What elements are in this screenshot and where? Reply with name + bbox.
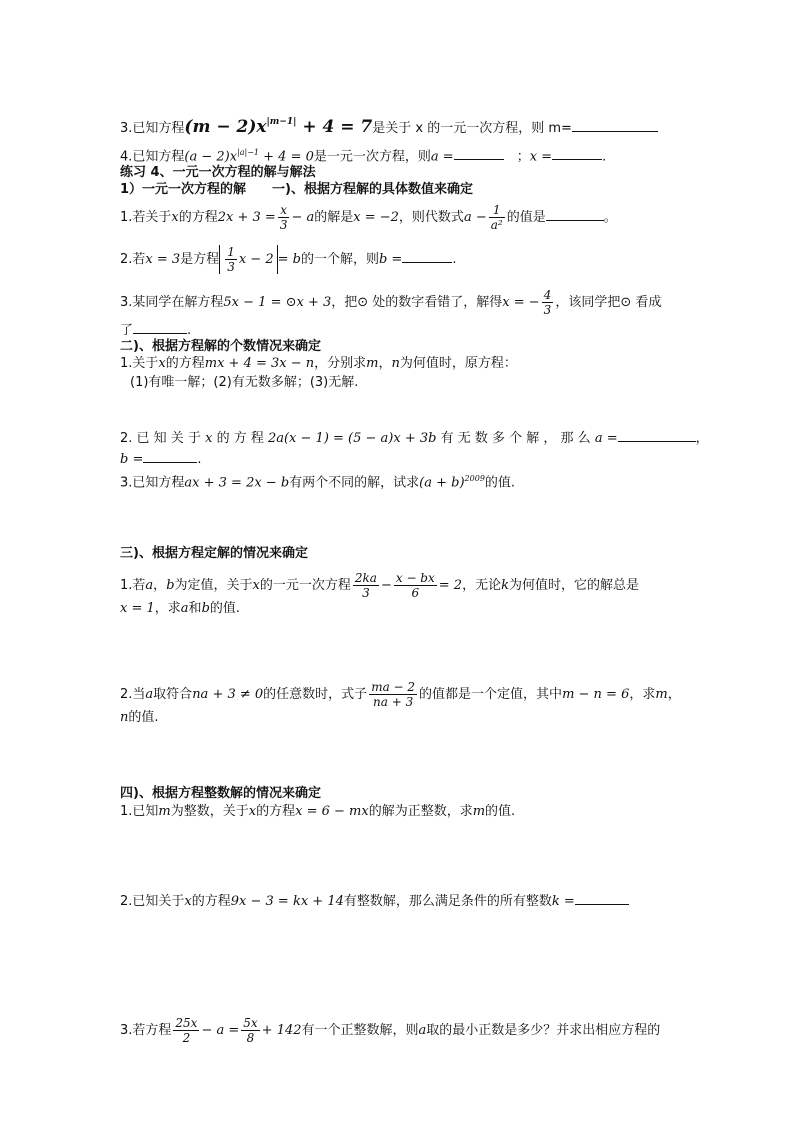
answer-blank[interactable] (572, 118, 658, 132)
question-3-cont: 了 . (120, 320, 191, 341)
s2-question-3: 3.已知方程ax + 3 = 2x − b有两个不同的解，试求$(a + b)^{2009}$的值. (120, 474, 516, 491)
answer-blank[interactable] (133, 320, 187, 334)
answer-blank[interactable] (575, 891, 629, 905)
s3-question-1: 1.若a，b为定值，关于x的一元一次方程 $\frac{2ka}{3}$ − $\frac{x - bx}{6}$ = 2，无论k为何值时，它的解总是 (120, 571, 639, 600)
fraction: $\frac{x}{3}$ (279, 203, 288, 232)
s3-question-2: 2.当a取符合na + 3 ≠ 0的任意数时，式子 $\frac{ma - 2}{na + 3}$ 的值都是一个定值，其中m − n = 6，求m， (120, 680, 681, 709)
s4-question-1: 1.已知m为整数，关于x的方程x = 6 − mx的解为正整数，求m的值. (120, 804, 516, 819)
section-heading: 三)、根据方程定解的情况来确定 (120, 546, 308, 561)
answer-blank-x[interactable] (552, 146, 602, 160)
equation: $(m - 2)x^{|m-1|} + 4 = 7$ (184, 117, 373, 137)
s3-question-1-cont: x = 1，求a和b的值. (120, 601, 241, 616)
question-2: 2.若x = 3是方程 $\frac{1}{3}$ x − 2 = b的一个解，则b = . (120, 245, 457, 274)
s4-question-3: 3.若方程 $\frac{25x}{2}$ − a = $\frac{5x}{8}$ + 142有一个正整数解，则a取的最小正数是多少？并求出相应方程的 (120, 1016, 661, 1045)
answer-blank-b[interactable] (143, 449, 197, 463)
text: 3.已知方程 (120, 121, 185, 136)
answer-blank-a[interactable] (618, 428, 696, 442)
section-heading: 四)、根据方程整数解的情况来确定 (120, 786, 321, 801)
s3-question-2-cont: n的值. (120, 710, 159, 725)
subsection-heading: 1）一元一次方程的解 一)、根据方程解的具体数值来确定 (120, 182, 473, 197)
answer-blank-a[interactable] (454, 146, 504, 160)
s2-question-1-parts: (1)有唯一解；(2)有无数多解；(3)无解. (130, 375, 359, 390)
s2-question-1: 1.关于x的方程mx + 4 = 3x − n，分别求m，n为何值时，原方程： (120, 356, 517, 371)
text: 是关于 x 的一元一次方程，则 m= (372, 121, 572, 136)
section-heading: 二)、根据方程解的个数情况来确定 (120, 339, 321, 354)
question-p1 (120, 112, 658, 139)
s2-question-2-cont: b = . (120, 449, 202, 470)
question-3: 3.某同学在解方程5x − 1 = ⊙x + 3，把⊙ 处的数字看错了，解得x = − $\frac{4}{3}$ ，该同学把⊙ 看成 (120, 288, 662, 317)
s2-question-2: 2. 已 知 关 于 x 的 方 程 2a(x − 1) = (5 − a)x + 3b 有 无 数 多 个 解 ， 那 么 a = ， (120, 428, 709, 449)
answer-blank[interactable] (546, 207, 604, 221)
s4-question-2: 2.已知关于x的方程9x − 3 = kx + 14有整数解，那么满足条件的所有整数k = (120, 891, 629, 912)
answer-blank[interactable] (402, 249, 452, 263)
question-1: 1.若关于x的方程2x + 3 = $\frac{x}{3}$ − a的解是x = −2，则代数式a − $\frac{1}{\text{a²}}$ 的值是 。 (120, 203, 617, 232)
section-heading: 练习 4、一元一次方程的解与解法 (120, 165, 316, 180)
question-p2: 4.已知方程$(a - 2)x^{|a|-1} + 4 = 0$是一元一次方程，则a = ；x = . (120, 148, 607, 165)
